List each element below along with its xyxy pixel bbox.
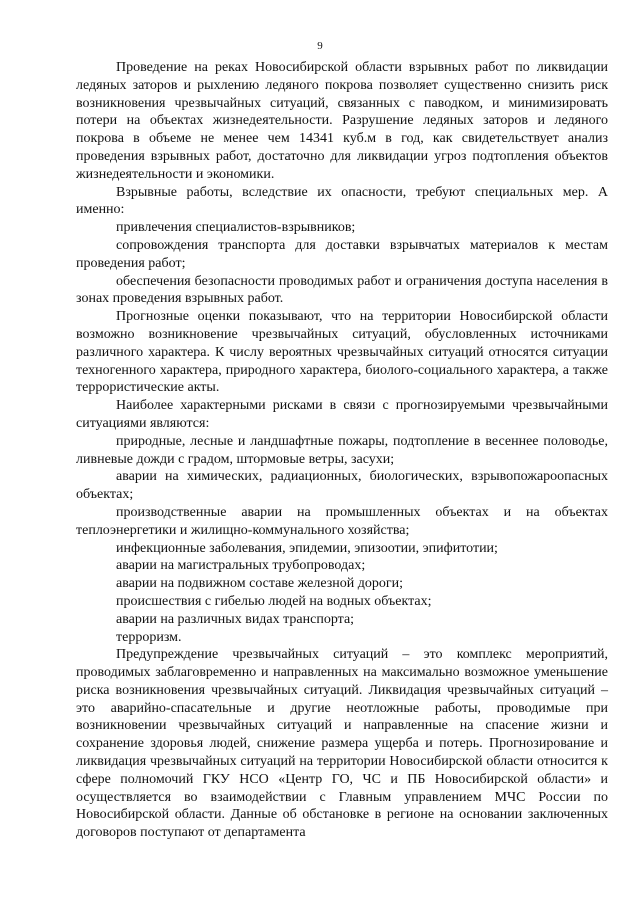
list-item: аварии на магистральных трубопроводах; bbox=[116, 558, 366, 574]
list-item: аварии на подвижном составе железной дороги; bbox=[116, 576, 403, 592]
list-item: происшествия с гибелью людей на водных объектах; bbox=[116, 593, 432, 609]
list-item: аварии на химических, радиационных, биологических, взрывопожароопасных объектах; bbox=[76, 469, 608, 503]
paragraph: Проведение на реках Новосибирской области взрывных работ по ликвидации ледяных заторов и рыхлению ледяного покрова позволяет существенно снизить риск возникновения чрезвычайных ситуаций, связанных с паводком, и минимизировать потери на объектах жизнедеятельности. Разрушение ледяных заторов и ледяного покрова в объеме не менее чем 14341 куб.м в год, как свидетельствует анализ проведения взрывных работ, достаточно для ликвидации угроз подтопления объектов жизнедеятельности и экономики. bbox=[76, 60, 608, 182]
list-item: инфекционные заболевания, эпидемии, эпизоотии, эпифитотии; bbox=[116, 540, 498, 556]
list-item: терроризм. bbox=[116, 629, 182, 645]
paragraph: Прогнозные оценки показывают, что на территории Новосибирской области возможно возникновение чрезвычайных ситуаций, обусловленных источниками различного характера. К числу вероятных чрезвычайных ситуаций относятся ситуации техногенного характера, природного характера, биолого-социального характера, а также террористические акты. bbox=[76, 309, 608, 396]
paragraph: Наиболее характерными рисками в связи с прогнозируемыми чрезвычайными ситуациями являются: bbox=[76, 398, 608, 431]
list-item: производственные аварии на промышленных объектах и на объектах теплоэнергетики и жилищно-коммунального хозяйства; bbox=[76, 504, 608, 538]
list-item: аварии на различных видах транспорта; bbox=[116, 611, 355, 627]
paragraph: Взрывные работы, вследствие их опасности, требуют специальных мер. А именно: bbox=[76, 184, 608, 218]
document-body bbox=[76, 59, 608, 842]
list-item: обеспечения безопасности проводимых работ и ограничения доступа населения в зонах проведения взрывных работ. bbox=[76, 273, 608, 307]
list-item: сопровождения транспорта для доставки взрывчатых материалов к местам проведения работ; bbox=[76, 237, 608, 271]
list-item: природные, лесные и ландшафтные пожары, подтопление в весеннее половодье, ливневые дожди с градом, штормовые ветры, засухи; bbox=[76, 433, 608, 467]
paragraph: Предупреждение чрезвычайных ситуаций – это комплекс мероприятий, проводимых заблаговременно и направленных на максимально возможное уменьшение риска возникновения чрезвычайных ситуаций. Ликвидация чрезвычайных ситуаций – это аварийно-спасательные и другие неотложные работы, проводимые при возникновении чрезвычайных ситуаций и направленные на спасение жизни и сохранение здоровья людей, снижение размера ущерба и потерь. Прогнозирование и ликвидация чрезвычайных ситуаций на территории Новосибирской области относится к сфере полномочий ГКУ НСО «Центр ГО, ЧС и ПБ Новосибирской области» и осуществляется во взаимодействии с Главным управлением МЧС России по Новосибирской области. Данные об обстановке в регионе на основании заключенных договоров поступают от департамента bbox=[76, 647, 608, 841]
page-number: 9 bbox=[317, 40, 323, 52]
list-item: привлечения специалистов-взрывников; bbox=[116, 220, 356, 236]
